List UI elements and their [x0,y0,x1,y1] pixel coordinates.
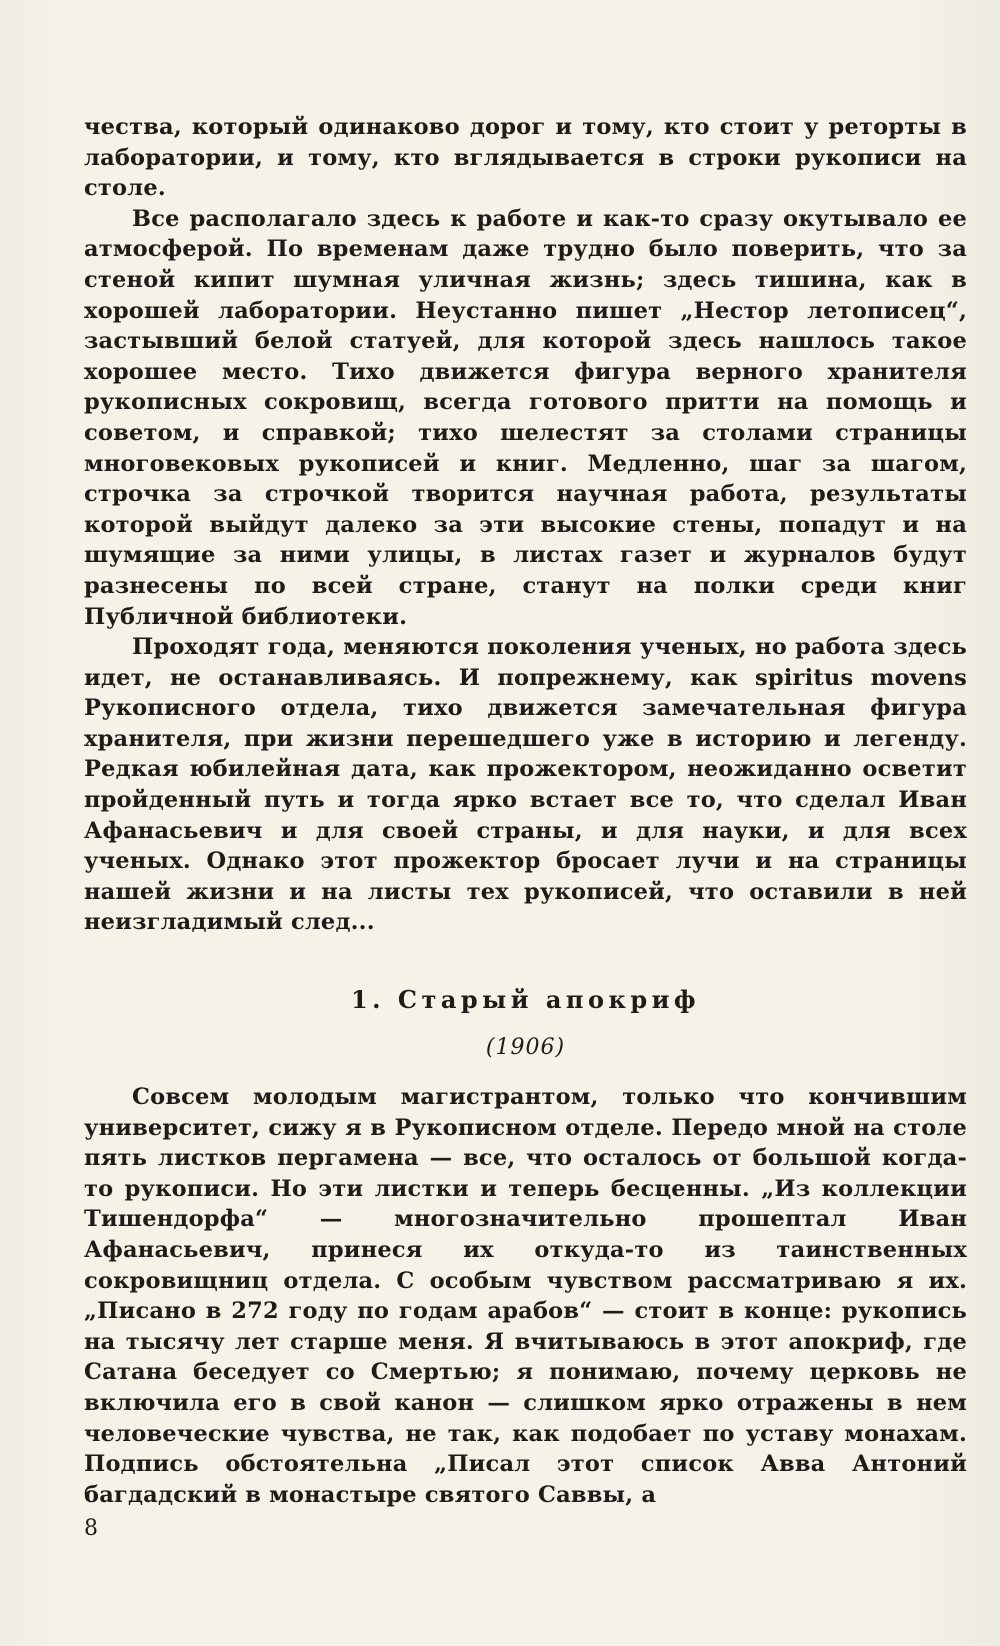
page-number: 8 [84,1516,98,1541]
paragraph-keeper-legend: Проходят года, меняются поколения ученых, но работа здесь идет, не останавливаясь. И попрежнему, как spiritus movens Рукописного отдела, тихо движется замечательная фигура хранителя, при жизни перешедшего уже в историю и легенду. Редкая юбилейная дата, как прожектором, неожиданно осветит пройденный путь и тогда ярко встает все то, что сделал Иван Афанасьевич и для своей страны, и для науки, и для всех ученых. Однако этот прожектор бросает лучи и на страницы нашей жизни и на листы тех рукописей, что оставили в ней неизгладимый след... [84,634,967,936]
paragraph-library-atmosphere: Все располагало здесь к работе и как-то сразу окутывало ее атмосферой. По временам даже трудно было поверить, что за стеной кипит шумная уличная жизнь; здесь тишина, как в хорошей лаборатории. Неустанно пишет „Нестор летописец“, застывший белой статуей, для которой здесь нашлось такое хорошее место. Тихо движется фигура верного хранителя рукописных сокровищ, всегда готового притти на помощь и советом, и справкой; тихо шелестят за столами страницы многовековых рукописей и книг. Медленно, шаг за шагом, строчка за строчкой творится научная работа, результаты которой выйдут далеко за эти высокие стены, попадут и на шумящие за ними улицы, в листах газет и журналов будут разнесены по всей стране, станут на полки среди книг Публичной библиотеки. [84,205,967,630]
chapter-year: (1906) [485,1035,566,1060]
paragraph-old-apocrypha: Совсем молодым магистрантом, только что кончившим университет, сижу я в Рукописном отделе. Передо мной на столе пять листков пергамена — все, что осталось от большой когда-то рукописи. Но эти листки и теперь бесценны. „Из коллекции Тишендорфа“ — многозначительно прошептал Иван Афанасьевич, принеся их откуда-то из таинственных сокровищниц отдела. С особым чувством рассматриваю я их. „Писано в 272 году по годам арабов“ — стоит в конце: рукопись на тысячу лет старше меня. Я вчитываюсь в этот апокриф, где Сатана беседует со Смертью; я понимаю, почему церковь не включила его в свой канон — слишком ярко отражены в нем человеческие чувства, не так, как подобает по уставу монахам. Подпись обстоятельна „Писал этот список Авва Антоний багдадский в монастыре святого Саввы, а [84,1084,967,1508]
paragraph-continuation: чества, который одинаково дорог и тому, кто стоит у реторты в лаборатории, и тому, кто вглядывается в строки рукописи на столе. [84,114,967,202]
top-text-block [84,112,967,938]
bottom-text-block [84,1082,967,1510]
chapter-title: 1. Старый апокриф [350,985,701,1014]
